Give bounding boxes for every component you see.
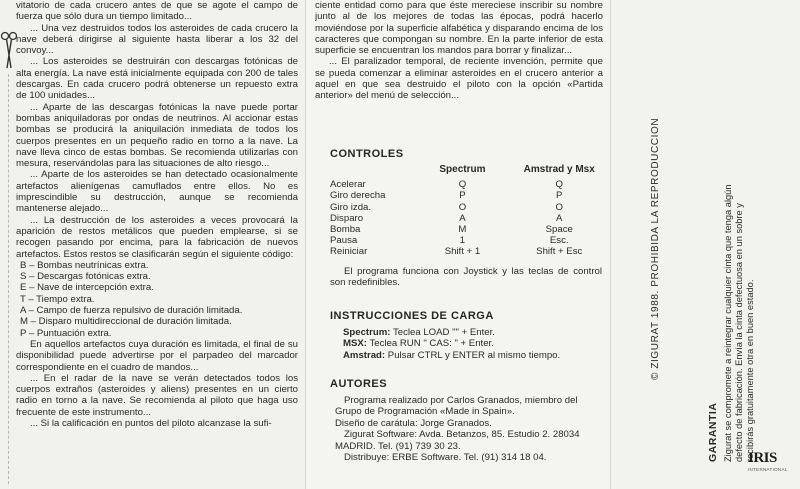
text-paragraph: S – Descargas fotónicas extra. bbox=[20, 271, 151, 283]
text-paragraph: En aquellos artefactos cuya duración es limitada, el final de su disponibilidad puede advertirse por el parpadeo del marcador correspondiente en el cuadro de mandos... bbox=[16, 338, 298, 373]
control-key: 1 bbox=[459, 235, 466, 247]
loading-command: Pulsar CTRL y ENTER al mismo tiempo. bbox=[385, 349, 561, 361]
loading-line bbox=[343, 327, 605, 338]
control-key: Q bbox=[555, 179, 563, 191]
loading-instructions-heading: INSTRUCCIONES DE CARGA bbox=[330, 310, 494, 322]
controls-row bbox=[330, 190, 610, 201]
controls-row bbox=[330, 213, 610, 224]
control-key: O bbox=[555, 201, 563, 213]
text-paragraph: vitatorio de cada crucero antes de que se agote el campo de fuerza que sólo dura un tiempo limitado... bbox=[16, 0, 298, 23]
control-key: A bbox=[459, 212, 466, 224]
cut-line bbox=[8, 74, 9, 484]
control-key: O bbox=[458, 201, 467, 213]
text-paragraph: ... Una vez destruidos todos los asteroides de cada crucero la nave deberá dirigirse al siguiente hasta liberar a los 32 del convoy... bbox=[16, 22, 298, 57]
text-paragraph: ... Aparte de los asteroides se han detectado ocasionalmente artefactos alienígenas camuflados entre ellos. No es imprescindible su destrucción, aunque se recomienda mantenerse alejado... bbox=[16, 169, 298, 215]
loading-instructions bbox=[343, 327, 605, 361]
text-paragraph: ... Si la calificación en puntos del piloto alcanzase la sufi- bbox=[30, 417, 272, 429]
warranty-block bbox=[708, 172, 756, 462]
loading-line bbox=[343, 338, 605, 349]
control-key: M bbox=[458, 224, 467, 236]
warranty-text: Zigurat se compromete a reintegrar cualquier cinta que tenga algún defecto de fabricación. Envía la cinta defectuosa en un sobre y recibirás gratuitamente otra en buen estado. bbox=[723, 184, 756, 462]
instructions-text-column bbox=[16, 0, 298, 470]
control-action: Disparo bbox=[330, 212, 364, 224]
publisher-logo bbox=[748, 450, 788, 486]
author-line: Programa realizado por Carlos Granados, miembro del bbox=[344, 395, 578, 406]
text-paragraph: ... Aparte de las descargas fotónicas la nave puede portar bombas aniquiladoras por ondas de neutrinos. Al accionar estas bombas se producirá la aniquilación inmediata de todos los cuerpos presentes en un pequeño radio en torno a la nave. La nave lleva cinco de estas bombas. Se recomienda utilizarlas con mesura, reservándolas para las situaciones de alto riesgo... bbox=[16, 101, 298, 170]
author-line: Zigurat Software: Avda. Betanzos, 85. Estudio 2. 28034 bbox=[344, 429, 580, 441]
text-paragraph: B – Bombas neutrínicas extra. bbox=[20, 259, 149, 271]
controls-header-cell: Spectrum bbox=[439, 164, 486, 175]
control-action: Bomba bbox=[330, 224, 361, 236]
author-line: Diseño de carátula: Jorge Granados. bbox=[335, 417, 492, 429]
control-action: Giro izda. bbox=[330, 201, 372, 213]
controls-row bbox=[330, 224, 610, 235]
controls-row bbox=[330, 246, 610, 257]
text-paragraph: P – Puntuación extra. bbox=[20, 327, 112, 339]
panel-right bbox=[610, 0, 800, 489]
loading-line bbox=[343, 350, 605, 361]
control-action: Reiniciar bbox=[330, 246, 368, 258]
controls-heading: CONTROLES bbox=[330, 148, 404, 160]
loading-command: Teclea RUN " CAS: " + Enter. bbox=[366, 338, 494, 350]
text-paragraph: ... La destrucción de los asteroides a veces provocará la aparición de restos metálicos que pueden emplearse, si se recogen pasando por encima, para la fabricación de nuevos artefactos. Estos restos se clasificarán según el siguiente código: bbox=[16, 214, 298, 260]
control-key: Space bbox=[545, 224, 573, 236]
controls-row bbox=[330, 179, 610, 190]
instructions-text-continued bbox=[315, 0, 603, 128]
authors-heading: AUTORES bbox=[330, 378, 388, 390]
controls-note: El programa funciona con Joystick y las teclas de control son redefinibles. bbox=[330, 266, 602, 289]
control-key: Esc. bbox=[549, 235, 569, 247]
control-key: P bbox=[556, 190, 563, 202]
text-paragraph: E – Nave de intercepción extra. bbox=[20, 282, 154, 294]
control-action: Acelerar bbox=[330, 179, 366, 191]
control-key: Shift + Esc bbox=[536, 246, 583, 258]
platform-label: Amstrad: bbox=[343, 349, 386, 361]
copyright-notice: © ZIGURAT 1988. PROHIBIDA LA REPRODUCCION bbox=[650, 117, 661, 380]
controls-header-cell bbox=[330, 164, 416, 179]
logo-mark: IRIS bbox=[748, 450, 777, 466]
text-paragraph: T – Tiempo extra. bbox=[20, 293, 95, 305]
text-paragraph: ciente entidad como para que éste mereciese inscribir su nombre junto al de los mejores de todas las épocas, podrá hacerlo moviéndose por la superficie alfabética y disparando encima de los caracteres que compongan su nombre. En la parte inferior de esta superficie se encuentran los mandos para borrar y finalizar... bbox=[315, 0, 603, 57]
controls-header-cell: Amstrad y Msx bbox=[523, 164, 595, 175]
text-paragraph: ... En el radar de la nave se verán detectados todos los cuerpos extraños (asteroides y aliens) presentes en un cierto radio en torno a la nave. Se recomienda al piloto que haga uso frecuente de este instrumento... bbox=[16, 372, 298, 418]
warranty-title: GARANTIA bbox=[707, 402, 719, 462]
control-action: Giro derecha bbox=[330, 190, 386, 202]
controls-table bbox=[330, 164, 610, 258]
control-key: A bbox=[556, 212, 563, 224]
fold-line bbox=[610, 0, 611, 489]
control-key: Shift + 1 bbox=[444, 246, 481, 258]
loading-command: Teclea LOAD "" + Enter. bbox=[390, 327, 495, 338]
author-line: Grupo de Programación «Made in Spain». bbox=[335, 406, 515, 418]
control-key: P bbox=[459, 190, 466, 202]
logo-subtitle: INTERNATIONAL bbox=[748, 467, 788, 472]
text-paragraph: ... Los asteroides se destruirán con descargas fotónicas de alta energía. La nave está inicialmente equipada con 200 de tales descargas. En cada crucero podrá obtenerse un repuesto extra de 100 unidades... bbox=[16, 56, 298, 102]
text-paragraph: M – Disparo multidireccional de duración limitada. bbox=[20, 316, 232, 328]
controls-row bbox=[330, 202, 610, 213]
author-line: MADRID. Tel. (91) 739 30 23. bbox=[335, 440, 461, 452]
author-line: Distribuye: ERBE Software. Tel. (91) 314 18 04. bbox=[344, 452, 547, 464]
text-paragraph: ... El paralizador temporal, de reciente invención, permite que se pueda comenzar a eliminar asteroides en el crucero anterior a aquel en que sea destruido el piloto con la opción «Partida anterior» del menú de selección... bbox=[315, 56, 603, 102]
controls-row bbox=[330, 235, 610, 246]
control-action: Pausa bbox=[330, 235, 358, 247]
control-key: Q bbox=[458, 179, 467, 191]
text-paragraph: A – Campo de fuerza repulsivo de duración limitada. bbox=[20, 305, 243, 317]
authors-block bbox=[330, 395, 605, 463]
platform-label: MSX: bbox=[343, 338, 367, 350]
platform-label: Spectrum: bbox=[343, 327, 391, 338]
